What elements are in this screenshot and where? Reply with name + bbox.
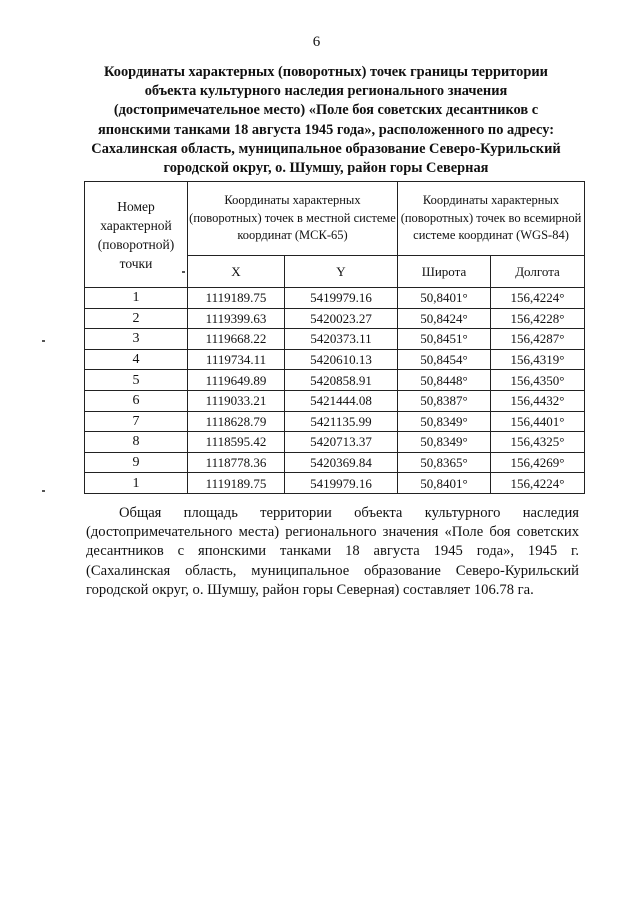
table-row bbox=[85, 473, 585, 494]
cell-y: 5421135.99 bbox=[285, 411, 398, 432]
table-row bbox=[85, 308, 585, 329]
cell-x: 1119189.75 bbox=[188, 473, 285, 494]
summary-line: (Сахалинская область, муниципальное образование Северо-Курильский bbox=[86, 562, 579, 579]
header-latitude: Широта bbox=[398, 256, 491, 288]
document-title bbox=[70, 63, 582, 178]
header-point-number: Номер характерной (поворотной) точки bbox=[85, 182, 188, 288]
cell-x: 1118628.79 bbox=[188, 411, 285, 432]
scan-speck bbox=[42, 340, 45, 342]
cell-x: 1119189.75 bbox=[188, 288, 285, 309]
area-summary-paragraph bbox=[86, 504, 579, 600]
cell-latitude: 50,8365° bbox=[398, 452, 491, 473]
table-row bbox=[85, 370, 585, 391]
summary-line: городской округ, о. Шумшу, район горы Северная) составляет 106.78 га. bbox=[86, 581, 534, 598]
page-number: 6 bbox=[312, 34, 321, 50]
cell-point-number: 9 bbox=[85, 452, 188, 473]
header-y: Y bbox=[285, 256, 398, 288]
cell-point-number: 8 bbox=[85, 432, 188, 453]
cell-latitude: 50,8401° bbox=[398, 288, 491, 309]
cell-point-number: 7 bbox=[85, 411, 188, 432]
cell-longitude: 156,4350° bbox=[491, 370, 585, 391]
table-row bbox=[85, 452, 585, 473]
cell-latitude: 50,8349° bbox=[398, 411, 491, 432]
cell-longitude: 156,4287° bbox=[491, 329, 585, 350]
title-line: городской округ, о. Шумшу, район горы Северная bbox=[163, 160, 489, 177]
title-line: объекта культурного наследия регионального значения bbox=[144, 83, 508, 100]
cell-latitude: 50,8451° bbox=[398, 329, 491, 350]
cell-y: 5419979.16 bbox=[285, 473, 398, 494]
table-row bbox=[85, 432, 585, 453]
coordinates-table bbox=[84, 181, 585, 494]
cell-latitude: 50,8454° bbox=[398, 349, 491, 370]
summary-line: (достопримечательного места) регионального значения «Поле боя советских bbox=[86, 524, 579, 541]
cell-point-number: 6 bbox=[85, 390, 188, 411]
cell-x: 1119649.89 bbox=[188, 370, 285, 391]
cell-y: 5420373.11 bbox=[285, 329, 398, 350]
table-row bbox=[85, 390, 585, 411]
cell-longitude: 156,4325° bbox=[491, 432, 585, 453]
cell-point-number: 2 bbox=[85, 308, 188, 329]
cell-longitude: 156,4224° bbox=[491, 473, 585, 494]
cell-x: 1118595.42 bbox=[188, 432, 285, 453]
cell-longitude: 156,4432° bbox=[491, 390, 585, 411]
cell-x: 1119668.22 bbox=[188, 329, 285, 350]
scan-speck bbox=[42, 490, 45, 492]
cell-point-number: 1 bbox=[85, 288, 188, 309]
cell-longitude: 156,4269° bbox=[491, 452, 585, 473]
header-longitude: Долгота bbox=[491, 256, 585, 288]
cell-longitude: 156,4224° bbox=[491, 288, 585, 309]
summary-line: Общая площадь территории объекта культурного наследия bbox=[119, 505, 579, 521]
header-x: X bbox=[188, 256, 285, 288]
summary-line: десантников с японскими танками 18 августа 1945 года», 1945 г. bbox=[86, 543, 579, 560]
table-row bbox=[85, 349, 585, 370]
table-row bbox=[85, 329, 585, 350]
scan-speck bbox=[182, 271, 185, 273]
cell-y: 5420610.13 bbox=[285, 349, 398, 370]
title-line: Сахалинская область, муниципальное образование Северо-Курильский bbox=[91, 140, 561, 157]
header-local-coordinates: Координаты характерных (поворотных) точек в местной системе координат (МСК-65) bbox=[188, 182, 398, 256]
cell-latitude: 50,8401° bbox=[398, 473, 491, 494]
cell-point-number: 3 bbox=[85, 329, 188, 350]
title-line: (достопримечательное место) «Поле боя советских десантников с bbox=[113, 102, 539, 119]
cell-latitude: 50,8448° bbox=[398, 370, 491, 391]
cell-y: 5420858.91 bbox=[285, 370, 398, 391]
title-line: японскими танками 18 августа 1945 года», расположенного по адресу: bbox=[97, 121, 555, 138]
cell-y: 5420369.84 bbox=[285, 452, 398, 473]
cell-x: 1119033.21 bbox=[188, 390, 285, 411]
cell-y: 5420023.27 bbox=[285, 308, 398, 329]
cell-point-number: 5 bbox=[85, 370, 188, 391]
header-world-coordinates: Координаты характерных (поворотных) точек во всемирной системе координат (WGS-84) bbox=[398, 182, 585, 256]
cell-point-number: 4 bbox=[85, 349, 188, 370]
cell-x: 1119734.11 bbox=[188, 349, 285, 370]
cell-latitude: 50,8424° bbox=[398, 308, 491, 329]
cell-y: 5419979.16 bbox=[285, 288, 398, 309]
cell-point-number: 1 bbox=[85, 473, 188, 494]
cell-longitude: 156,4401° bbox=[491, 411, 585, 432]
title-line: Координаты характерных (поворотных) точек границы территории bbox=[104, 64, 548, 80]
table-row bbox=[85, 411, 585, 432]
cell-y: 5421444.08 bbox=[285, 390, 398, 411]
cell-x: 1118778.36 bbox=[188, 452, 285, 473]
table-header-row bbox=[85, 182, 585, 256]
table-row bbox=[85, 288, 585, 309]
cell-latitude: 50,8387° bbox=[398, 390, 491, 411]
cell-longitude: 156,4319° bbox=[491, 349, 585, 370]
cell-y: 5420713.37 bbox=[285, 432, 398, 453]
cell-latitude: 50,8349° bbox=[398, 432, 491, 453]
cell-longitude: 156,4228° bbox=[491, 308, 585, 329]
cell-x: 1119399.63 bbox=[188, 308, 285, 329]
